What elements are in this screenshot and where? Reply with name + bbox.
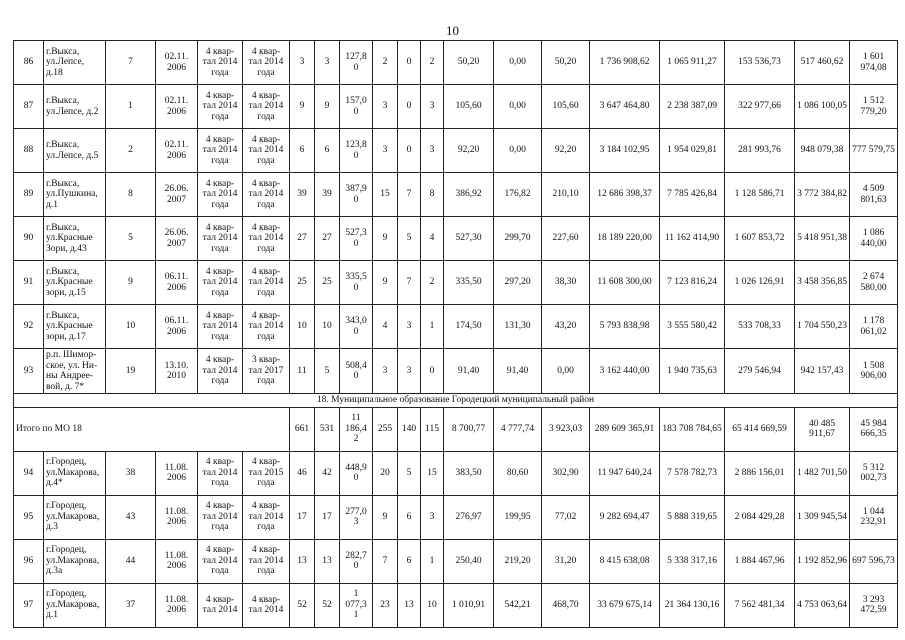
total-c13: 8 700,77 — [444, 407, 494, 451]
cell-area: 448,9 0 — [340, 451, 373, 495]
cell-col-16: 5 793 838,98 — [590, 305, 660, 349]
cell-col-11: 6 — [398, 539, 421, 583]
cell-area: 527,3 0 — [340, 217, 373, 261]
cell-row-number: 91 — [14, 261, 44, 305]
cell-col-15: 227,60 — [542, 217, 590, 261]
cell-row-number: 94 — [14, 451, 44, 495]
cell-quarter-fact: 4 квар- тал 2014 года — [243, 261, 290, 305]
cell-col-18: 1 884 467,96 — [725, 539, 795, 583]
cell-col-8: 42 — [315, 451, 340, 495]
cell-col-19: 517 460,62 — [795, 41, 850, 85]
cell-col-17: 7 578 782,73 — [660, 451, 725, 495]
total-c14: 4 777,74 — [494, 407, 542, 451]
cell-col-13: 383,50 — [444, 451, 494, 495]
cell-col-8: 27 — [315, 217, 340, 261]
cell-col-18: 1 128 586,71 — [725, 173, 795, 217]
cell-col-10: 23 — [373, 583, 398, 627]
cell-col-10: 9 — [373, 261, 398, 305]
cell-date: 13.10. 2010 — [156, 349, 198, 394]
cell-col-3: 1 — [106, 85, 156, 129]
cell-col-7: 9 — [290, 85, 315, 129]
cell-col-13: 105,60 — [444, 85, 494, 129]
total-c20: 45 984 666,35 — [850, 407, 898, 451]
cell-col-15: 92,20 — [542, 129, 590, 173]
cell-date: 06.11. 2006 — [156, 261, 198, 305]
table-row — [14, 173, 898, 217]
table-row — [14, 539, 898, 583]
cell-col-14: 297,20 — [494, 261, 542, 305]
cell-quarter-plan: 4 квар- тал 2014 года — [198, 217, 243, 261]
cell-col-11: 0 — [398, 129, 421, 173]
cell-col-14: 199,95 — [494, 495, 542, 539]
cell-col-17: 5 888 319,65 — [660, 495, 725, 539]
cell-col-16: 8 415 638,08 — [590, 539, 660, 583]
cell-address: г.Выкса, ул.Красные Зори, д.43 — [44, 217, 106, 261]
cell-row-number: 89 — [14, 173, 44, 217]
cell-col-10: 9 — [373, 495, 398, 539]
cell-col-3: 9 — [106, 261, 156, 305]
table-row — [14, 41, 898, 85]
cell-col-20: 1 086 440,00 — [850, 217, 898, 261]
cell-col-10: 15 — [373, 173, 398, 217]
cell-col-14: 542,21 — [494, 583, 542, 627]
cell-col-19: 3 458 356,85 — [795, 261, 850, 305]
cell-col-14: 0,00 — [494, 85, 542, 129]
cell-col-18: 1 026 126,91 — [725, 261, 795, 305]
cell-quarter-plan: 4 квар- тал 2014 года — [198, 173, 243, 217]
cell-col-18: 281 993,76 — [725, 129, 795, 173]
cell-col-11: 3 — [398, 349, 421, 394]
cell-col-12: 1 — [421, 539, 444, 583]
cell-quarter-fact: 4 квар- тал 2014 года — [243, 85, 290, 129]
cell-col-3: 7 — [106, 41, 156, 85]
cell-col-20: 1 508 906,00 — [850, 349, 898, 394]
cell-date: 11.08. 2006 — [156, 539, 198, 583]
cell-col-11: 3 — [398, 305, 421, 349]
total-c11: 140 — [398, 407, 421, 451]
cell-quarter-plan: 4 квар- тал 2014 года — [198, 261, 243, 305]
total-c10: 255 — [373, 407, 398, 451]
cell-col-7: 46 — [290, 451, 315, 495]
cell-col-19: 5 418 951,38 — [795, 217, 850, 261]
cell-quarter-plan: 4 квар- тал 2014 года — [198, 305, 243, 349]
cell-col-16: 1 736 908,62 — [590, 41, 660, 85]
cell-col-13: 335,50 — [444, 261, 494, 305]
cell-col-20: 1 601 974,08 — [850, 41, 898, 85]
cell-col-13: 174,50 — [444, 305, 494, 349]
cell-col-20: 3 293 472,59 — [850, 583, 898, 627]
cell-address: г.Выкса, ул.Лепсе, д.5 — [44, 129, 106, 173]
cell-col-13: 50,20 — [444, 41, 494, 85]
cell-col-18: 279 546,94 — [725, 349, 795, 394]
cell-col-19: 942 157,43 — [795, 349, 850, 394]
cell-address: г.Выкса, ул.Красные зори, д.15 — [44, 261, 106, 305]
cell-col-7: 10 — [290, 305, 315, 349]
cell-col-17: 1 065 911,27 — [660, 41, 725, 85]
cell-col-14: 131,30 — [494, 305, 542, 349]
cell-row-number: 88 — [14, 129, 44, 173]
total-c12: 115 — [421, 407, 444, 451]
cell-col-20: 1 044 232,91 — [850, 495, 898, 539]
cell-address: г.Выкса, ул.Пушкина, д.1 — [44, 173, 106, 217]
cell-col-19: 3 772 384,82 — [795, 173, 850, 217]
cell-quarter-fact: 4 квар- тал 2014 года — [243, 41, 290, 85]
cell-col-15: 0,00 — [542, 349, 590, 394]
cell-col-17: 7 123 816,24 — [660, 261, 725, 305]
cell-address: р.п. Шимор- ское, ул. Ни- ны Андрее- вой, д. 7* — [44, 349, 106, 394]
cell-col-3: 43 — [106, 495, 156, 539]
cell-col-11: 0 — [398, 85, 421, 129]
cell-col-16: 11 608 300,00 — [590, 261, 660, 305]
cell-date: 26.06. 2007 — [156, 217, 198, 261]
cell-col-15: 31,20 — [542, 539, 590, 583]
table-row — [14, 305, 898, 349]
cell-col-20: 2 674 580,00 — [850, 261, 898, 305]
cell-col-17: 2 238 387,09 — [660, 85, 725, 129]
cell-area: 508,4 0 — [340, 349, 373, 394]
total-row — [14, 407, 898, 451]
cell-area: 277,0 3 — [340, 495, 373, 539]
cell-row-number: 93 — [14, 349, 44, 394]
cell-row-number: 97 — [14, 583, 44, 627]
cell-col-16: 33 679 675,14 — [590, 583, 660, 627]
table-row — [14, 583, 898, 627]
cell-col-14: 219,20 — [494, 539, 542, 583]
cell-area: 127,8 0 — [340, 41, 373, 85]
cell-col-20: 777 579,75 — [850, 129, 898, 173]
cell-date: 02.11. 2006 — [156, 41, 198, 85]
cell-col-8: 6 — [315, 129, 340, 173]
cell-col-20: 4 509 801,63 — [850, 173, 898, 217]
cell-address: г.Выкса, ул.Красные зори, д.17 — [44, 305, 106, 349]
cell-col-18: 1 607 853,72 — [725, 217, 795, 261]
cell-col-3: 37 — [106, 583, 156, 627]
cell-col-11: 5 — [398, 217, 421, 261]
cell-col-7: 6 — [290, 129, 315, 173]
cell-col-3: 5 — [106, 217, 156, 261]
cell-col-14: 91,40 — [494, 349, 542, 394]
cell-area: 123,8 0 — [340, 129, 373, 173]
cell-col-7: 52 — [290, 583, 315, 627]
table-row — [14, 451, 898, 495]
cell-quarter-fact: 4 квар- тал 2015 года — [243, 451, 290, 495]
cell-date: 11.08. 2006 — [156, 451, 198, 495]
cell-row-number: 90 — [14, 217, 44, 261]
total-c15: 3 923,03 — [542, 407, 590, 451]
total-c19: 40 485 911,67 — [795, 407, 850, 451]
cell-col-20: 1 512 779,20 — [850, 85, 898, 129]
cell-col-15: 468,70 — [542, 583, 590, 627]
cell-col-18: 533 708,33 — [725, 305, 795, 349]
cell-col-7: 13 — [290, 539, 315, 583]
cell-col-3: 8 — [106, 173, 156, 217]
cell-quarter-plan: 4 квар- тал 2014 года — [198, 41, 243, 85]
total-area: 11 186,4 2 — [340, 407, 373, 451]
cell-col-11: 7 — [398, 261, 421, 305]
cell-date: 26.06. 2007 — [156, 173, 198, 217]
cell-col-10: 3 — [373, 129, 398, 173]
cell-col-18: 322 977,66 — [725, 85, 795, 129]
cell-col-8: 25 — [315, 261, 340, 305]
cell-col-14: 0,00 — [494, 41, 542, 85]
table-row — [14, 495, 898, 539]
cell-col-20: 1 178 061,02 — [850, 305, 898, 349]
cell-date: 02.11. 2006 — [156, 85, 198, 129]
cell-area: 282,7 0 — [340, 539, 373, 583]
page-number: 10 — [446, 23, 459, 38]
cell-col-13: 250,40 — [444, 539, 494, 583]
cell-area: 157,0 0 — [340, 85, 373, 129]
table-row — [14, 85, 898, 129]
cell-col-7: 11 — [290, 349, 315, 394]
total-c18: 65 414 669,59 — [725, 407, 795, 451]
cell-col-16: 9 282 694,47 — [590, 495, 660, 539]
cell-col-12: 1 — [421, 305, 444, 349]
total-c17: 183 708 784,65 — [660, 407, 725, 451]
cell-col-15: 210,10 — [542, 173, 590, 217]
cell-quarter-plan: 4 квар- тал 2014 — [198, 583, 243, 627]
cell-col-14: 0,00 — [494, 129, 542, 173]
cell-quarter-plan: 4 квар- тал 2014 года — [198, 451, 243, 495]
cell-col-12: 2 — [421, 261, 444, 305]
cell-col-17: 5 338 317,16 — [660, 539, 725, 583]
cell-col-10: 3 — [373, 349, 398, 394]
table-row — [14, 217, 898, 261]
cell-area: 1 077,3 1 — [340, 583, 373, 627]
cell-col-7: 3 — [290, 41, 315, 85]
cell-col-15: 50,20 — [542, 41, 590, 85]
cell-col-13: 386,92 — [444, 173, 494, 217]
cell-col-12: 8 — [421, 173, 444, 217]
cell-col-19: 1 482 701,50 — [795, 451, 850, 495]
cell-col-8: 17 — [315, 495, 340, 539]
cell-col-12: 2 — [421, 41, 444, 85]
cell-col-19: 1 704 550,23 — [795, 305, 850, 349]
cell-col-20: 697 596,73 — [850, 539, 898, 583]
cell-area: 343,0 0 — [340, 305, 373, 349]
cell-date: 06.11. 2006 — [156, 305, 198, 349]
total-c16: 289 609 365,91 — [590, 407, 660, 451]
cell-col-14: 299,70 — [494, 217, 542, 261]
cell-col-11: 6 — [398, 495, 421, 539]
table-row — [14, 129, 898, 173]
cell-address: г.Выкса, ул.Лепсе, д.18 — [44, 41, 106, 85]
cell-area: 387,9 0 — [340, 173, 373, 217]
cell-col-10: 9 — [373, 217, 398, 261]
cell-col-11: 5 — [398, 451, 421, 495]
cell-col-3: 10 — [106, 305, 156, 349]
total-label: Итого по МО 18 — [14, 407, 290, 451]
cell-row-number: 96 — [14, 539, 44, 583]
cell-col-13: 1 010,91 — [444, 583, 494, 627]
cell-col-16: 12 686 398,37 — [590, 173, 660, 217]
cell-col-7: 17 — [290, 495, 315, 539]
cell-col-8: 13 — [315, 539, 340, 583]
cell-col-18: 2 886 156,01 — [725, 451, 795, 495]
cell-col-17: 1 954 029,81 — [660, 129, 725, 173]
cell-col-11: 13 — [398, 583, 421, 627]
cell-quarter-plan: 4 квар- тал 2014 года — [198, 495, 243, 539]
rows-after — [14, 451, 898, 627]
cell-row-number: 95 — [14, 495, 44, 539]
cell-date: 11.08. 2006 — [156, 495, 198, 539]
cell-address: г.Выкса, ул.Лепсе, д.2 — [44, 85, 106, 129]
cell-col-12: 10 — [421, 583, 444, 627]
cell-col-8: 39 — [315, 173, 340, 217]
cell-col-16: 11 947 640,24 — [590, 451, 660, 495]
cell-col-19: 1 086 100,05 — [795, 85, 850, 129]
cell-quarter-plan: 4 квар- тал 2014 года — [198, 539, 243, 583]
cell-address: г.Городец, ул.Макарова, д.3а — [44, 539, 106, 583]
rows-before — [14, 41, 898, 394]
cell-col-8: 9 — [315, 85, 340, 129]
cell-col-13: 276,97 — [444, 495, 494, 539]
cell-col-12: 4 — [421, 217, 444, 261]
cell-col-16: 3 184 102,95 — [590, 129, 660, 173]
cell-col-8: 10 — [315, 305, 340, 349]
cell-quarter-fact: 4 квар- тал 2014 года — [243, 495, 290, 539]
cell-col-10: 4 — [373, 305, 398, 349]
cell-col-19: 948 079,38 — [795, 129, 850, 173]
cell-col-17: 11 162 414,90 — [660, 217, 725, 261]
cell-col-13: 527,30 — [444, 217, 494, 261]
cell-date: 02.11. 2006 — [156, 129, 198, 173]
cell-col-3: 38 — [106, 451, 156, 495]
cell-col-16: 3 162 440,00 — [590, 349, 660, 394]
cell-col-3: 2 — [106, 129, 156, 173]
table-row — [14, 349, 898, 394]
cell-address: г.Городец, ул.Макарова, д.4* — [44, 451, 106, 495]
cell-col-14: 176,82 — [494, 173, 542, 217]
section-header-row — [14, 394, 898, 408]
cell-row-number: 92 — [14, 305, 44, 349]
cell-col-18: 2 084 429,28 — [725, 495, 795, 539]
cell-col-8: 52 — [315, 583, 340, 627]
cell-quarter-plan: 4 квар- тал 2014 года — [198, 85, 243, 129]
cell-col-17: 21 364 130,16 — [660, 583, 725, 627]
cell-col-15: 43,20 — [542, 305, 590, 349]
cell-row-number: 87 — [14, 85, 44, 129]
cell-col-11: 0 — [398, 41, 421, 85]
cell-col-3: 44 — [106, 539, 156, 583]
cell-col-8: 5 — [315, 349, 340, 394]
cell-quarter-fact: 4 квар- тал 2014 года — [243, 173, 290, 217]
cell-col-12: 0 — [421, 349, 444, 394]
cell-col-15: 38,30 — [542, 261, 590, 305]
section-title: 18. Муниципальное образование Городецкий муниципальный район — [14, 394, 898, 408]
cell-col-16: 3 647 464,80 — [590, 85, 660, 129]
cell-quarter-fact: 4 квар- тал 2014 — [243, 583, 290, 627]
cell-col-10: 2 — [373, 41, 398, 85]
cell-col-13: 91,40 — [444, 349, 494, 394]
cell-quarter-plan: 4 квар- тал 2014 года — [198, 129, 243, 173]
cell-col-12: 15 — [421, 451, 444, 495]
cell-col-19: 1 192 852,96 — [795, 539, 850, 583]
cell-col-7: 27 — [290, 217, 315, 261]
cell-col-15: 105,60 — [542, 85, 590, 129]
cell-col-10: 3 — [373, 85, 398, 129]
cell-col-17: 7 785 426,84 — [660, 173, 725, 217]
housing-program-table — [13, 40, 898, 628]
cell-col-10: 7 — [373, 539, 398, 583]
cell-col-15: 77,02 — [542, 495, 590, 539]
cell-col-12: 3 — [421, 85, 444, 129]
cell-address: г.Городец, ул.Макарова, д.1 — [44, 583, 106, 627]
cell-col-7: 39 — [290, 173, 315, 217]
total-c7: 661 — [290, 407, 315, 451]
cell-col-11: 7 — [398, 173, 421, 217]
total-c8: 531 — [315, 407, 340, 451]
cell-col-17: 3 555 580,42 — [660, 305, 725, 349]
cell-quarter-fact: 3 квар- тал 2017 года — [243, 349, 290, 394]
cell-col-8: 3 — [315, 41, 340, 85]
cell-quarter-fact: 4 квар- тал 2014 года — [243, 217, 290, 261]
section-block — [14, 394, 898, 452]
cell-col-18: 7 562 481,34 — [725, 583, 795, 627]
cell-col-7: 25 — [290, 261, 315, 305]
cell-col-15: 302,90 — [542, 451, 590, 495]
cell-quarter-fact: 4 квар- тал 2014 года — [243, 305, 290, 349]
cell-col-14: 80,60 — [494, 451, 542, 495]
cell-col-3: 19 — [106, 349, 156, 394]
cell-col-10: 20 — [373, 451, 398, 495]
cell-date: 11.08. 2006 — [156, 583, 198, 627]
cell-col-18: 153 536,73 — [725, 41, 795, 85]
cell-address: г.Городец, ул.Макарова, д.3 — [44, 495, 106, 539]
cell-col-19: 1 309 945,54 — [795, 495, 850, 539]
cell-col-17: 1 940 735,63 — [660, 349, 725, 394]
cell-row-number: 86 — [14, 41, 44, 85]
cell-col-16: 18 189 220,00 — [590, 217, 660, 261]
cell-quarter-plan: 4 квар- тал 2014 года — [198, 349, 243, 394]
cell-col-19: 4 753 063,64 — [795, 583, 850, 627]
cell-col-13: 92,20 — [444, 129, 494, 173]
table-row — [14, 261, 898, 305]
cell-col-20: 5 312 002,73 — [850, 451, 898, 495]
cell-area: 335,5 0 — [340, 261, 373, 305]
cell-col-12: 3 — [421, 129, 444, 173]
cell-col-12: 3 — [421, 495, 444, 539]
cell-quarter-fact: 4 квар- тал 2014 года — [243, 129, 290, 173]
cell-quarter-fact: 4 квар- тал 2014 года — [243, 539, 290, 583]
